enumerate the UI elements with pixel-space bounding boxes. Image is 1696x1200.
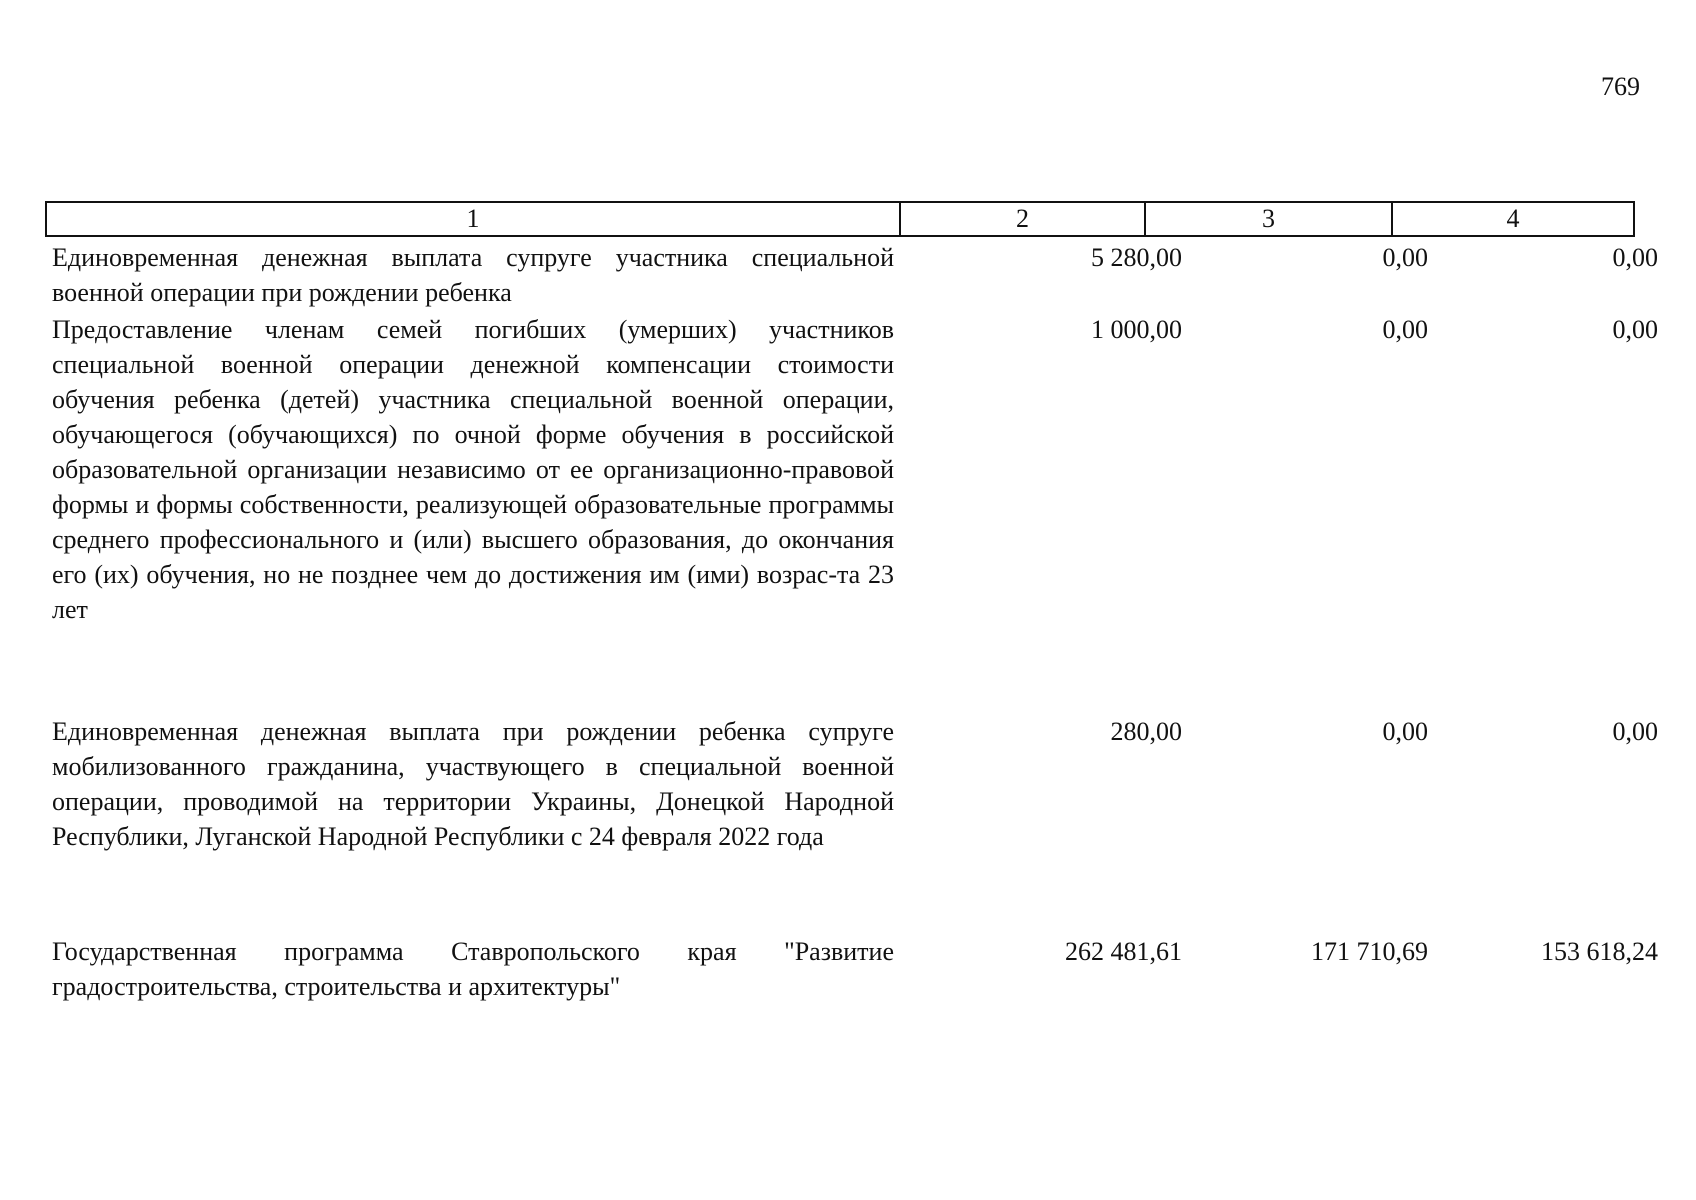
row-value-col3: 0,00 (1382, 717, 1428, 746)
row-value-col4: 153 618,24 (1541, 937, 1658, 966)
column-header-1: 1 (466, 204, 480, 233)
row-value-col3: 171 710,69 (1311, 937, 1428, 966)
row-description: Государственная программа Ставропольского края "Развитие градостроительства, строительства и архитектуры" (52, 937, 894, 1001)
column-header-3: 3 (1144, 203, 1391, 235)
row-description: Единовременная денежная выплата супруге участника специальной военной операции при рождении ребенка (52, 243, 894, 307)
row-value-col4: 0,00 (1612, 717, 1658, 746)
row-value-col3: 0,00 (1382, 315, 1428, 344)
row-value-col4: 0,00 (1612, 243, 1658, 272)
table-header (45, 201, 1635, 237)
column-header-4: 4 (1391, 203, 1633, 235)
row-value-col3: 0,00 (1382, 243, 1428, 272)
row-value-col2: 262 481,61 (1065, 937, 1182, 966)
row-value-col2: 1 000,00 (1091, 315, 1182, 344)
row-description: Предоставление членам семей погибших (умерших) участников специальной военной операции денежной компенсации стоимости обучения ребенка (детей) участника специальной военной операции, обучающегося (обучающихся) по очной форме обучения в российской образовательной организации независимо от ее организационно-правовой формы и формы собственности, реализующей образовательные программы среднего профессионального и (или) высшего образования, до окончания его (их) обучения, но не позднее чем до достижения им (ими) возрас-та 23 лет (52, 315, 894, 624)
row-description: Единовременная денежная выплата при рождении ребенка супруге мобилизованного гражданина, участвующего в специальной военной операции, проводимой на территории Украины, Донецкой Народной Республики, Луганской Народной Республики с 24 февраля 2022 года (52, 717, 894, 851)
row-value-col2: 280,00 (1110, 717, 1182, 746)
column-header-2: 2 (899, 203, 1144, 235)
row-value-col2: 5 280,00 (1091, 243, 1182, 272)
row-value-col4: 0,00 (1612, 315, 1658, 344)
page-number: 769 (1601, 72, 1640, 101)
